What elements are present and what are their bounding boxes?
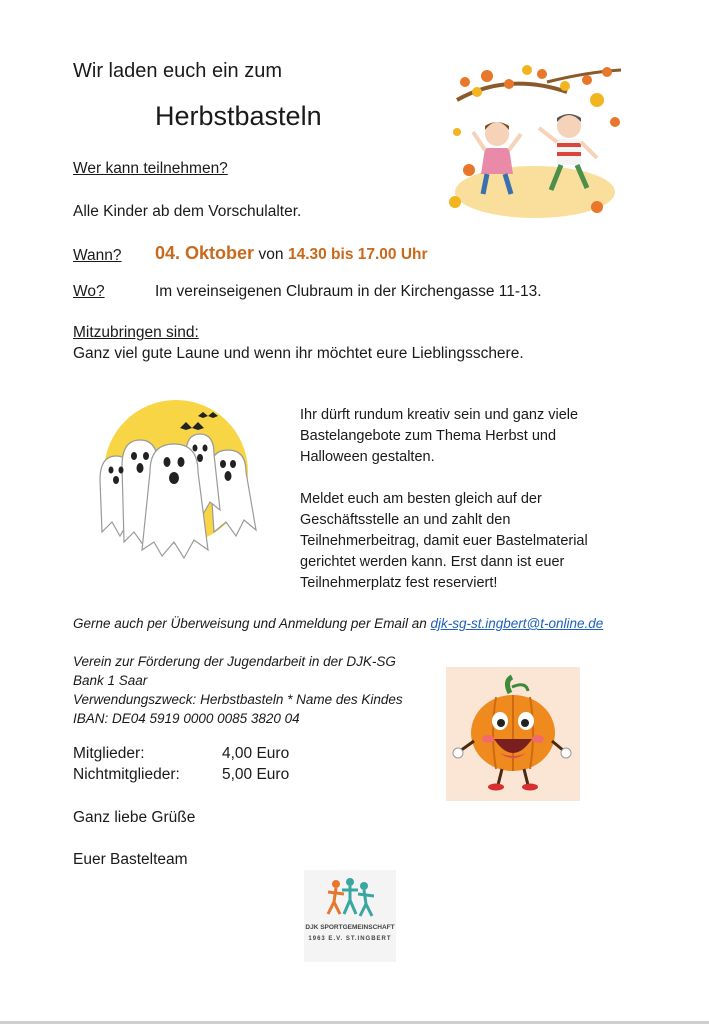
pumpkin-icon — [446, 667, 580, 801]
fee-value-nonmembers: 5,00 Euro — [222, 766, 290, 783]
bank-line: Verwendungszweck: Herbstbasteln * Name des Kindes — [73, 692, 403, 707]
club-logo-line1: DJK SPORTGEMEINSCHAFT — [305, 924, 395, 931]
email-text: Gerne auch per Überweisung und Anmeldung per Email an — [73, 616, 427, 631]
where-label: Wo? — [73, 283, 105, 300]
autumn-children-icon — [447, 62, 623, 220]
bank-line: Verein zur Förderung der Jugendarbeit in der DJK-SG — [73, 654, 396, 669]
details-block — [300, 405, 588, 594]
details-p1-line: Bastelangebote zum Thema Herbst und — [300, 428, 557, 444]
email-link[interactable]: djk-sg-st.ingbert@t-online.de — [430, 616, 604, 631]
when-connector: von — [258, 246, 284, 263]
details-p2-line: Geschäftsstelle an und zahlt den — [300, 512, 511, 528]
details-p2-line: Teilnehmerplatz fest reserviert! — [300, 575, 498, 591]
fee-label-members: Mitglieder: — [73, 745, 145, 762]
closing-signature: Euer Bastelteam — [73, 851, 188, 868]
email-line — [73, 616, 603, 631]
bring-text: Ganz viel gute Laune und wenn ihr möchtet eure Lieblingsschere. — [73, 345, 524, 362]
who-text: Alle Kinder ab dem Vorschulalter. — [73, 203, 302, 220]
when-label: Wann? — [73, 247, 122, 264]
details-p1-line: Halloween gestalten. — [300, 449, 435, 465]
bank-line: IBAN: DE04 5919 0000 0085 3820 04 — [73, 711, 300, 726]
where-text: Im vereinseigenen Clubraum in der Kirchengasse 11-13. — [155, 283, 542, 300]
event-date: 04. Oktober — [155, 243, 255, 263]
who-heading: Wer kann teilnehmen? — [73, 160, 228, 177]
page-title: Herbstbasteln — [155, 101, 322, 131]
details-p2-line: Meldet euch am besten gleich auf der — [300, 491, 542, 507]
bank-line: Bank 1 Saar — [73, 673, 148, 688]
club-logo — [304, 870, 396, 962]
details-p2-line: Teilnehmerbeitrag, damit euer Bastelmaterial — [300, 533, 588, 549]
details-p1-line: Ihr dürft rundum kreativ sein und ganz viele — [300, 407, 579, 423]
fee-label-nonmembers: Nichtmitglieder: — [73, 766, 180, 783]
closing-greeting: Ganz liebe Grüße — [73, 809, 196, 826]
ghosts-icon — [80, 400, 278, 565]
bring-heading: Mitzubringen sind: — [73, 324, 199, 341]
club-logo-figures-icon — [324, 878, 376, 918]
fee-value-members: 4,00 Euro — [222, 745, 290, 762]
bank-details — [73, 652, 403, 728]
club-logo-line2: 1963 E.V. ST.INGBERT — [308, 936, 392, 942]
when-row — [155, 243, 428, 264]
intro-line: Wir laden euch ein zum — [73, 60, 282, 82]
details-p2-line: gerichtet werden kann. Erst dann ist euer — [300, 554, 565, 570]
event-time: 14.30 bis 17.00 Uhr — [287, 246, 428, 263]
